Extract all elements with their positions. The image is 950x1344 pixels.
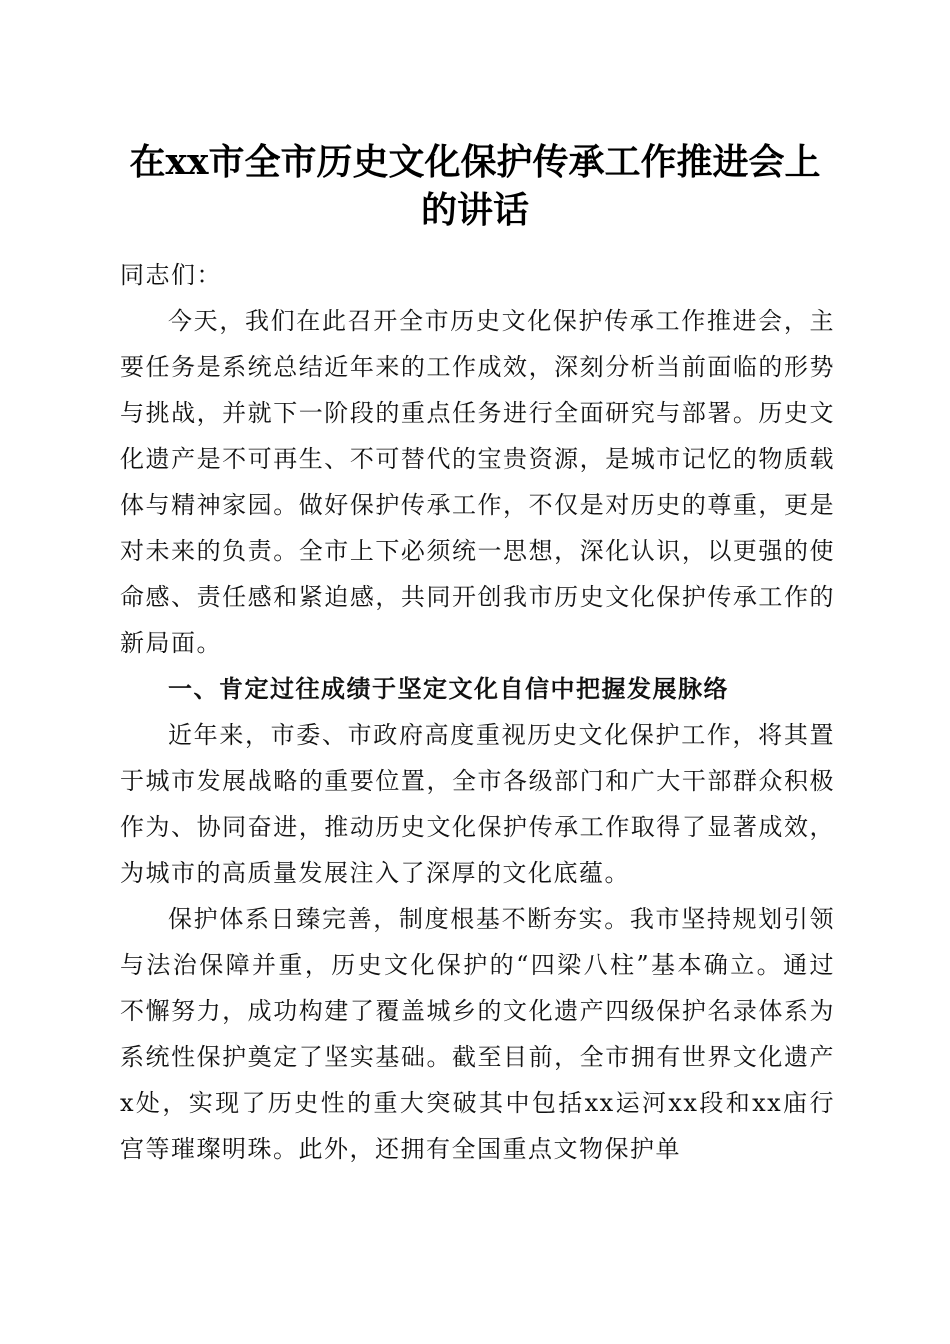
section-heading-1: 一、肯定过往成绩于坚定文化自信中把握发展脉络 bbox=[168, 675, 729, 703]
document-title bbox=[90, 138, 860, 234]
title-line-2: 的讲话 bbox=[420, 189, 529, 231]
salutation: 同志们： bbox=[120, 261, 222, 289]
paragraph-protection-system: 保护体系日臻完善，制度根基不断夯实。我市坚持规划引领与法治保障并重，历史文化保护的“四梁八柱”基本确立。通过不懈努力，成功构建了覆盖城乡的文化遗产四级保护名录体系为系统性保护奠定了坚实基础。截至目前，全市拥有世界文化遗产x处，实现了历史性的重大突破其中包括xx运河xx段和xx庙行宫等璀璨明珠。此外，还拥有全国重点文物保护单 bbox=[120, 905, 835, 1163]
document-body bbox=[120, 252, 835, 1172]
paragraph-achievements: 近年来，市委、市政府高度重视历史文化保护工作，将其置于城市发展战略的重要位置，全市各级部门和广大干部群众积极作为、协同奋进，推动历史文化保护传承工作取得了显著成效，为城市的高质量发展注入了深厚的文化底蕴。 bbox=[120, 721, 835, 887]
title-line-1: 在xx市全市历史文化保护传承工作推进会上 bbox=[129, 141, 821, 183]
paragraph-intro: 今天，我们在此召开全市历史文化保护传承工作推进会，主要任务是系统总结近年来的工作成效，深刻分析当前面临的形势与挑战，并就下一阶段的重点任务进行全面研究与部署。历史文化遗产是不可再生、不可替代的宝贵资源，是城市记忆的物质载体与精神家园。做好保护传承工作，不仅是对历史的尊重，更是对未来的负责。全市上下必须统一思想，深化认识，以更强的使命感、责任感和紧迫感，共同开创我市历史文化保护传承工作的新局面。 bbox=[120, 307, 835, 657]
